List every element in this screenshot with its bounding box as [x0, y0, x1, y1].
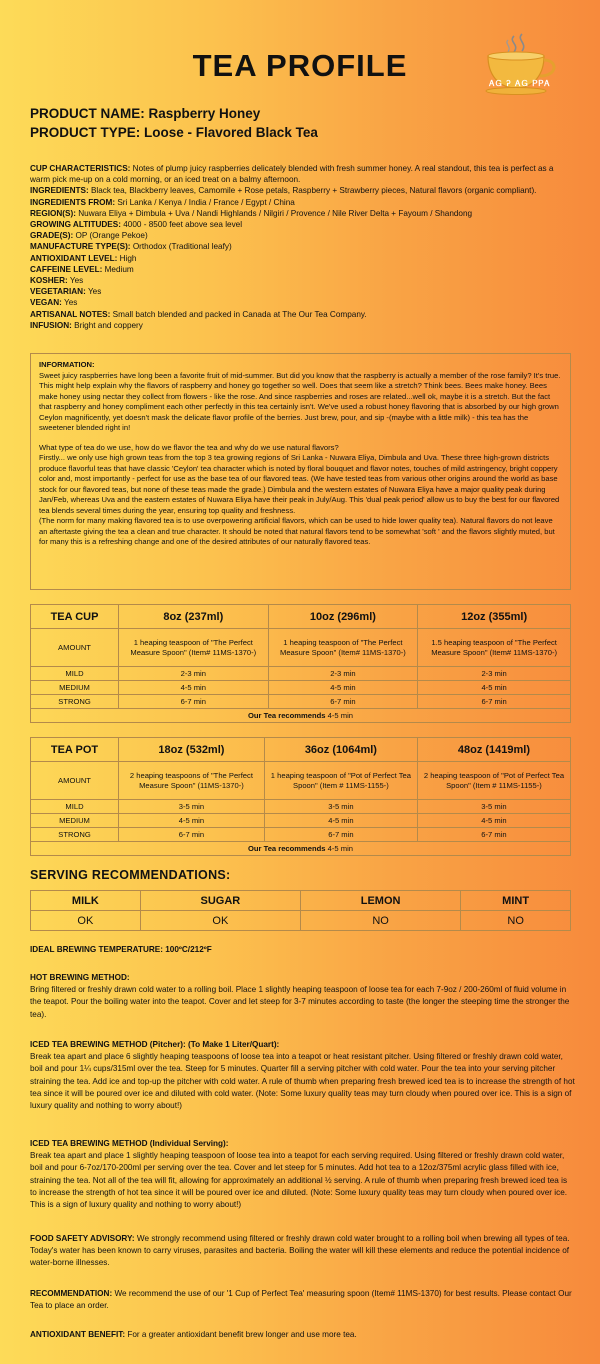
- spec-item: CUP CHARACTERISTICS: Notes of plump juicy raspberries delicately blended with fresh summer honey. A real standout, this tea is perfect as a warm pick me-up on a cold morning, or an iced treat on a balmy afternoon.: [30, 164, 554, 185]
- amount-label: AMOUNT: [31, 762, 119, 800]
- antioxidant-label: ANTIOXIDANT BENEFIT:: [30, 1330, 126, 1339]
- spec-item: VEGAN: Yes: [30, 298, 78, 308]
- product-type-label: PRODUCT TYPE:: [30, 125, 141, 140]
- serving-value: OK: [31, 911, 141, 931]
- information-heading: INFORMATION:: [39, 360, 95, 369]
- food-safety-advisory: [30, 1233, 575, 1270]
- product-name-label: PRODUCT NAME:: [30, 106, 145, 121]
- hot-brewing-heading: HOT BREWING METHOD:: [30, 973, 130, 982]
- table-row: MEDIUM 4-5 min 4-5 min 4-5 min: [31, 681, 571, 695]
- iced-pitcher-method: [30, 1039, 575, 1112]
- amount-cell: 1 heaping teaspoon of "Pot of Perfect Tea Spoon" (Item # 11MS-1155-): [264, 762, 417, 800]
- spec-item: INGREDIENTS: Black tea, Blackberry leaves, Camomile + Rose petals, Raspberry + Strawberry pieces, Natural flavors (organic compliant).: [30, 186, 537, 196]
- hot-brewing-body: Bring filtered or freshly drawn cold water to a rolling boil. Place 1 slightly heaping teaspoon of loose tea for each 7-9oz / 200-260ml of fluid volume in the teapot. Pour the boiling water into the teapot. Cover and let steep for 3-7 minutes according to taste (the longer the steeping time the stronger the tea).: [30, 985, 570, 1019]
- spec-item: GROWING ALTITUDES: 4000 - 8500 feet above sea level: [30, 220, 243, 230]
- product-name-value: Raspberry Honey: [148, 106, 261, 121]
- recommendation-row: [31, 842, 571, 856]
- recommendation: [30, 1288, 575, 1312]
- ideal-temperature: IDEAL BREWING TEMPERATURE: 100ºC/212ºF: [30, 945, 212, 954]
- information-paragraph: What type of tea do we use, how do we flavor the tea and why do we use natural flavors?: [39, 442, 339, 452]
- recommend-label: Our Tea recommends: [248, 711, 326, 720]
- teacup-header: TEA CUP: [31, 605, 119, 629]
- information-paragraph: (The norm for many making flavored tea is to use overpowering artificial flavors, which can be used to hide lower quality tea). Natural flavors do not leave an aftertaste giving the tea a clean and true character. It should be noted that natural flavors tend to be somewhat 'soft ' and the flavors slightly muted, but for many this is a refreshing change and one of the desired attributes of our naturally flavored teas.: [39, 516, 555, 546]
- product-type: [30, 125, 318, 140]
- table-row: MEDIUM 4-5 min 4-5 min 4-5 min: [31, 814, 571, 828]
- spec-item: GRADE(S): OP (Orange Pekoe): [30, 231, 148, 241]
- information-box: [30, 353, 571, 590]
- recommend-label: Our Tea recommends: [248, 844, 326, 853]
- spec-item: ARTISANAL NOTES: Small batch blended and packed in Canada at The Our Tea Company.: [30, 309, 367, 319]
- serving-header: MILK: [31, 891, 141, 911]
- spec-item: CAFFEINE LEVEL: Medium: [30, 264, 134, 274]
- food-safety-label: FOOD SAFETY ADVISORY:: [30, 1234, 135, 1243]
- information-paragraph: Sweet juicy raspberries have long been a favorite fruit of mid-summer. But did you know that the raspberry is actually a member of the rose family? It's true. This might help explain why the flavors of raspberry and honey go together so well. Does that seem like a stretch? Think bees. Bees make honey. Bees make honey using nectar they collect from flowers - like the rose. And since raspberries and roses are related...well ok, maybe it is a stretch. But the fact that raspberry and honey compliment each other perfectly in this tea certainly isn't. We've used a robust honey flavoring that is absorbed by our high grown Ceylon magnificently, yet doesn't mask the delicate flavor profile of the berries. Just brew, pour, and sip -(maybe with a little milk) - this tea has the sweetener blended right in!: [39, 370, 561, 432]
- teacup-size: 12oz (355ml): [418, 605, 571, 629]
- spec-item: REGION(S): Nuwara Eliya + Dimbula + Uva / Nandi Highlands / Nilgiri / Provence / Nile River Delta + Fayoum / Shandong: [30, 208, 473, 218]
- hot-brewing-method: [30, 972, 575, 1021]
- teacup-size: 10oz (296ml): [268, 605, 418, 629]
- iced-pitcher-heading: ICED TEA BREWING METHOD (Pitcher): (To Make 1 Liter/Quart):: [30, 1040, 280, 1049]
- serving-header: SUGAR: [140, 891, 300, 911]
- antioxidant-benefit: [30, 1329, 575, 1341]
- table-row: MILD 2-3 min 2-3 min 2-3 min: [31, 667, 571, 681]
- iced-pitcher-body: Break tea apart and place 6 slightly heaping teaspoons of loose tea into a teapot or heat resistant pitcher. Using filtered or freshly drawn cold water, boil and pour 1¼ cups/315ml over the tea. Steep for 5 minutes. Quarter fill a serving pitcher with cold water. Pour the tea into your serving pitcher straining the tea. Add ice and top-up the pitcher with cold water. A rule of thumb when preparing fresh brewed iced tea is to increase the strength of hot tea since it will be poured over ice and diluted with cold water. (Note: Some luxury quality teas may turn cloudy when poured over ice. This is a sign of luxury quality and nothing to worry about!): [30, 1052, 575, 1111]
- serving-value: OK: [140, 911, 300, 931]
- product-name: [30, 106, 260, 121]
- teacup-size: 8oz (237ml): [119, 605, 269, 629]
- information-paragraph: Firstly... we only use high grown teas from the top 3 tea growing regions of Sri Lanka - Nuwara Eliya, Dimbula and Uva. These three high-grown districts produce flavorful teas that have classic 'Ceylon' tea character which is noted by floral bouquet and flavor notes, touches of mild astringency, bright coppery color and, most importantly - perfect for use as the base tea of our flavored teas. (We have tested teas from various other origins around the world as base stock for our flavored teas, but none of these teas made the grade.) Dimbula and the western estates of Nuwara Eliya have a major quality peak during Jan/Feb, whereas Uva and the eastern estates of Nuwara Eliya have their peak in July/Aug. This 'dual peak period' allow us to buy the best for our flavored tea blends several times during the year, ensuring top quality and freshness.: [39, 453, 560, 515]
- spec-item: INFUSION: Bright and coppery: [30, 320, 143, 330]
- table-row: STRONG 6-7 min 6-7 min 6-7 min: [31, 695, 571, 709]
- teapot-size: 18oz (532ml): [119, 738, 265, 762]
- teacup-logo: [478, 30, 562, 96]
- teacup-table: [30, 604, 571, 723]
- serving-value: NO: [300, 911, 460, 931]
- iced-individual-heading: ICED TEA BREWING METHOD (Individual Serving):: [30, 1139, 229, 1148]
- teapot-header: TEA POT: [31, 738, 119, 762]
- logo-text: ᎪᏀ Ꭾ ᎪᏀ ᏢᏢᎪ: [489, 78, 551, 88]
- recommend-value: 4-5 min: [327, 844, 353, 853]
- spec-list: [30, 163, 575, 331]
- spec-item: VEGETARIAN: Yes: [30, 287, 102, 297]
- spec-item: ANTIOXIDANT LEVEL: High: [30, 253, 137, 263]
- amount-cell: 2 heaping teaspoons of "The Perfect Measure Spoon" (11MS-1370-): [119, 762, 265, 800]
- product-type-value: Loose - Flavored Black Tea: [144, 125, 318, 140]
- recommendation-body: We recommend the use of our '1 Cup of Perfect Tea' measuring spoon (Item# 11MS-1370) for best results. Please contact Our Tea to place an order.: [30, 1289, 572, 1311]
- iced-individual-body: Break tea apart and place 1 slightly heaping teaspoon of loose tea into a teapot for each serving required. Using filtered or freshly drawn cold water, boil and pour 6-7oz/170-200ml per serving over the tea. Cover and let steep for 5 minutes. Add hot tea to a 12oz/375ml acrylic glass filled with ice, straining the tea. Not all of the tea will fit, allowing for approximately an additional ½ serving. A rule of thumb when preparing fresh brewed iced tea is to increase the strength of hot tea since it will be poured over ice and diluted. (Note: Some luxury quality teas may turn cloudy when poured over ice. This is a sign of luxury quality and nothing to worry about!): [30, 1151, 568, 1210]
- page-title: TEA PROFILE: [192, 48, 408, 83]
- recommendation-row: [31, 709, 571, 723]
- spec-item: MANUFACTURE TYPE(S): Orthodox (Traditional leafy): [30, 242, 232, 252]
- amount-cell: 1 heaping teaspoon of "The Perfect Measure Spoon" (Item# 11MS-1370-): [119, 629, 269, 667]
- serving-header: MINT: [461, 891, 571, 911]
- serving-value: NO: [461, 911, 571, 931]
- iced-individual-method: [30, 1138, 575, 1211]
- antioxidant-body: For a greater antioxidant benefit brew longer and use more tea.: [127, 1330, 357, 1339]
- food-safety-body: We strongly recommend using filtered or freshly drawn cold water brought to a rolling boil when brewing all types of tea. Today's water has been known to carry viruses, parasites and bacteria. Boiling the water will kill these elements and reduce the potential incidence of water-borne illnesses.: [30, 1234, 570, 1268]
- serving-header: LEMON: [300, 891, 460, 911]
- table-row: MILD 3-5 min 3-5 min 3-5 min: [31, 800, 571, 814]
- amount-cell: 2 heaping teaspoon of "Pot of Perfect Tea Spoon" (Item # 11MS-1155-): [417, 762, 570, 800]
- serving-table: [30, 890, 571, 931]
- recommendation-label: RECOMMENDATION:: [30, 1289, 113, 1298]
- table-row: STRONG 6-7 min 6-7 min 6-7 min: [31, 828, 571, 842]
- spec-item: INGREDIENTS FROM: Sri Lanka / Kenya / India / France / Egypt / China: [30, 197, 295, 207]
- teapot-size: 36oz (1064ml): [264, 738, 417, 762]
- amount-cell: 1 heaping teaspoon of "The Perfect Measure Spoon" (Item# 11MS-1370-): [268, 629, 418, 667]
- serving-title: SERVING RECOMMENDATIONS:: [30, 868, 231, 882]
- teapot-size: 48oz (1419ml): [417, 738, 570, 762]
- amount-cell: 1.5 heaping teaspoon of "The Perfect Measure Spoon" (Item# 11MS-1370-): [418, 629, 571, 667]
- recommend-value: 4-5 min: [327, 711, 353, 720]
- amount-label: AMOUNT: [31, 629, 119, 667]
- spec-item: KOSHER: Yes: [30, 276, 84, 286]
- teapot-table: [30, 737, 571, 856]
